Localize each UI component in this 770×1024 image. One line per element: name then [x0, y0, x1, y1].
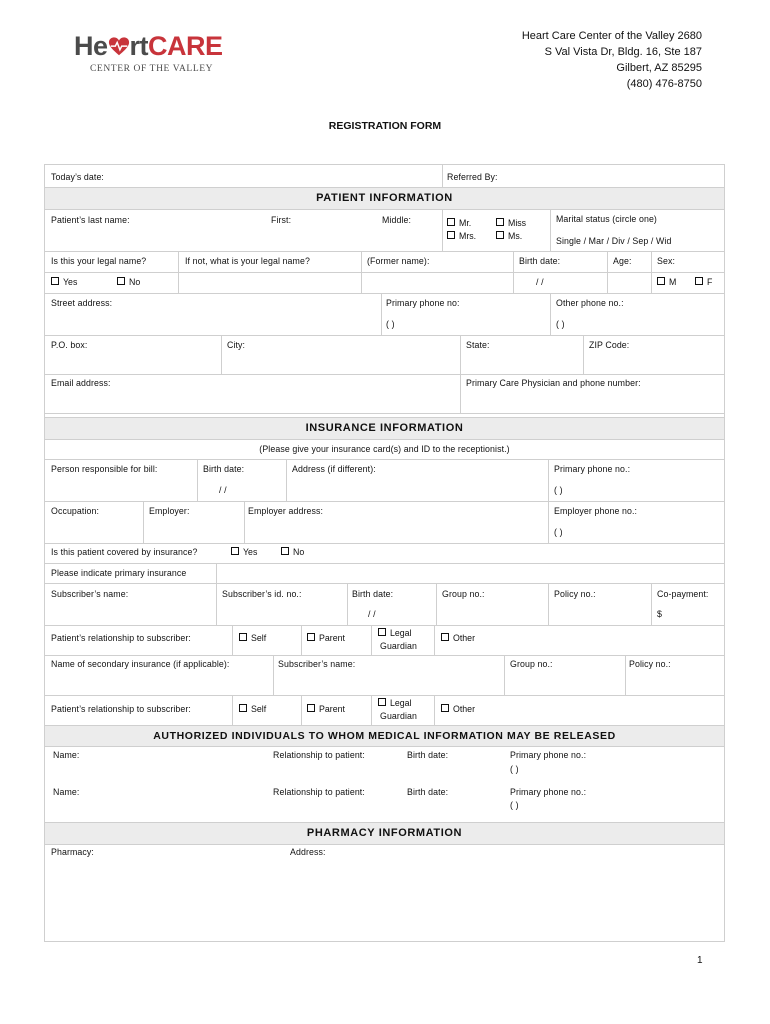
indicate-primary-label: Please indicate primary insurance: [51, 568, 187, 578]
primary-phone-field[interactable]: Primary phone no:: [386, 298, 460, 308]
last-name-field[interactable]: Patient’s last name:: [51, 215, 130, 225]
city-field[interactable]: City:: [227, 340, 246, 350]
logo-text-care: CARE: [148, 31, 223, 61]
address-line: Gilbert, AZ 85295: [616, 62, 702, 74]
pcp-field[interactable]: Primary Care Physician and phone number:: [466, 378, 641, 388]
authorized-primary-phone-field[interactable]: Primary phone no.:: [510, 750, 587, 760]
state-field[interactable]: State:: [466, 340, 490, 350]
logo-text-he: He: [74, 31, 108, 61]
authorized-relationship-field-2[interactable]: Relationship to patient:: [273, 787, 365, 797]
registration-form: [44, 164, 725, 942]
responsible-birth-date-field[interactable]: Birth date:: [203, 464, 245, 474]
subscriber-name-field[interactable]: Subscriber’s name:: [51, 589, 129, 599]
legal-name-yes-checkbox[interactable]: Yes: [51, 277, 77, 287]
referred-by-field[interactable]: Referred By:: [447, 172, 498, 182]
logo-text-rt: rt: [129, 31, 149, 61]
birth-date-slashes: / /: [536, 277, 544, 287]
responsible-phone-paren: ( ): [554, 485, 563, 495]
marital-status-label: Marital status (circle one): [556, 214, 657, 224]
other-phone-paren: ( ): [556, 319, 565, 329]
authorized-phone-paren: ( ): [510, 764, 519, 774]
address-line: S Val Vista Dr, Bldg. 16, Ste 187: [544, 46, 702, 58]
responsible-birth-date-slashes: / /: [219, 485, 227, 495]
title-mr-checkbox[interactable]: Mr.: [447, 218, 471, 228]
birth-date-field[interactable]: Birth date:: [519, 256, 561, 266]
relationship-label-2: Patient’s relationship to subscriber:: [51, 704, 191, 714]
legal-name-field[interactable]: If not, what is your legal name?: [185, 256, 310, 266]
employer-phone-field[interactable]: Employer phone no.:: [554, 506, 638, 516]
relationship-legal-guardian-checkbox[interactable]: Legal: [378, 628, 412, 638]
heart-icon: [108, 36, 130, 58]
covered-question: Is this patient covered by insurance?: [51, 547, 198, 557]
sex-m-checkbox[interactable]: M: [657, 277, 676, 287]
responsible-primary-phone-field[interactable]: Primary phone no.:: [554, 464, 631, 474]
legal-name-no-checkbox[interactable]: No: [117, 277, 140, 287]
clinic-address: [522, 28, 702, 92]
secondary-policy-no-field[interactable]: Policy no.:: [629, 659, 671, 669]
age-field[interactable]: Age:: [613, 256, 632, 266]
copayment-dollar: $: [657, 609, 662, 619]
todays-date-field[interactable]: Today’s date:: [51, 172, 104, 182]
authorized-birth-date-field[interactable]: Birth date:: [407, 750, 449, 760]
authorized-name-field[interactable]: Name:: [53, 750, 80, 760]
pharmacy-name-field[interactable]: Pharmacy:: [51, 847, 94, 857]
copayment-field[interactable]: Co-payment:: [657, 589, 709, 599]
primary-phone-paren: ( ): [386, 319, 395, 329]
authorized-relationship-field[interactable]: Relationship to patient:: [273, 750, 365, 760]
relationship-label: Patient’s relationship to subscriber:: [51, 633, 191, 643]
subscriber-birth-date-slashes: / /: [368, 609, 376, 619]
authorized-primary-phone-field-2[interactable]: Primary phone no.:: [510, 787, 587, 797]
occupation-field[interactable]: Occupation:: [51, 506, 100, 516]
po-box-field[interactable]: P.O. box:: [51, 340, 88, 350]
heartcare-logo: [74, 30, 234, 76]
title-ms-checkbox[interactable]: Ms.: [496, 231, 522, 241]
responsible-person-field[interactable]: Person responsible for bill:: [51, 464, 158, 474]
relationship2-legal-guardian-checkbox[interactable]: Legal: [378, 698, 412, 708]
secondary-subscriber-name-field[interactable]: Subscriber’s name:: [278, 659, 356, 669]
insurance-info-heading: INSURANCE INFORMATION: [45, 417, 724, 439]
policy-no-field[interactable]: Policy no.:: [554, 589, 596, 599]
subscriber-birth-date-field[interactable]: Birth date:: [352, 589, 394, 599]
employer-field[interactable]: Employer:: [149, 506, 190, 516]
middle-name-field[interactable]: Middle:: [382, 215, 412, 225]
street-address-field[interactable]: Street address:: [51, 298, 113, 308]
relationship-parent-checkbox[interactable]: Parent: [307, 633, 345, 643]
other-phone-field[interactable]: Other phone no.:: [556, 298, 624, 308]
employer-phone-paren: ( ): [554, 527, 563, 537]
email-address-field[interactable]: Email address:: [51, 378, 111, 388]
zip-code-field[interactable]: ZIP Code:: [589, 340, 630, 350]
guardian-label: Guardian: [380, 641, 417, 651]
title-miss-checkbox[interactable]: Miss: [496, 218, 526, 228]
relationship2-other-checkbox[interactable]: Other: [441, 704, 475, 714]
responsible-address-field[interactable]: Address (if different):: [292, 464, 376, 474]
sex-label: Sex:: [657, 256, 676, 266]
relationship-self-checkbox[interactable]: Self: [239, 633, 266, 643]
authorized-individuals-heading: AUTHORIZED INDIVIDUALS TO WHOM MEDICAL INFORMATION MAY BE RELEASED: [45, 726, 724, 746]
relationship2-parent-checkbox[interactable]: Parent: [307, 704, 345, 714]
authorized-phone-paren-2: ( ): [510, 800, 519, 810]
address-phone: (480) 476-8750: [626, 78, 702, 90]
sex-f-checkbox[interactable]: F: [695, 277, 712, 287]
guardian-label-2: Guardian: [380, 711, 417, 721]
logo-tagline: CENTER OF THE VALLEY: [90, 64, 214, 74]
covered-yes-checkbox[interactable]: Yes: [231, 547, 257, 557]
marital-status-options[interactable]: Single / Mar / Div / Sep / Wid: [556, 236, 672, 246]
employer-address-field[interactable]: Employer address:: [248, 506, 324, 516]
subscriber-id-field[interactable]: Subscriber’s id. no.:: [222, 589, 302, 599]
logo-wordmark: [74, 30, 223, 62]
covered-no-checkbox[interactable]: No: [281, 547, 304, 557]
legal-name-question: Is this your legal name?: [51, 256, 147, 266]
former-name-field[interactable]: (Former name):: [367, 256, 430, 266]
authorized-birth-date-field-2[interactable]: Birth date:: [407, 787, 449, 797]
title-mrs-checkbox[interactable]: Mrs.: [447, 231, 476, 241]
first-name-field[interactable]: First:: [271, 215, 292, 225]
page-number: 1: [697, 955, 703, 966]
pharmacy-info-heading: PHARMACY INFORMATION: [45, 822, 724, 844]
patient-info-heading: PATIENT INFORMATION: [45, 187, 724, 209]
relationship2-self-checkbox[interactable]: Self: [239, 704, 266, 714]
address-line: Heart Care Center of the Valley 2680: [521, 30, 702, 42]
form-title: REGISTRATION FORM: [328, 120, 442, 132]
pharmacy-address-field[interactable]: Address:: [290, 847, 326, 857]
authorized-name-field-2[interactable]: Name:: [53, 787, 80, 797]
secondary-group-no-field[interactable]: Group no.:: [510, 659, 553, 669]
relationship-other-checkbox[interactable]: Other: [441, 633, 475, 643]
secondary-insurance-field[interactable]: Name of secondary insurance (if applicable):: [51, 659, 230, 669]
group-no-field[interactable]: Group no.:: [442, 589, 485, 599]
insurance-note: (Please give your insurance card(s) and ID to the receptionist.): [259, 444, 510, 454]
